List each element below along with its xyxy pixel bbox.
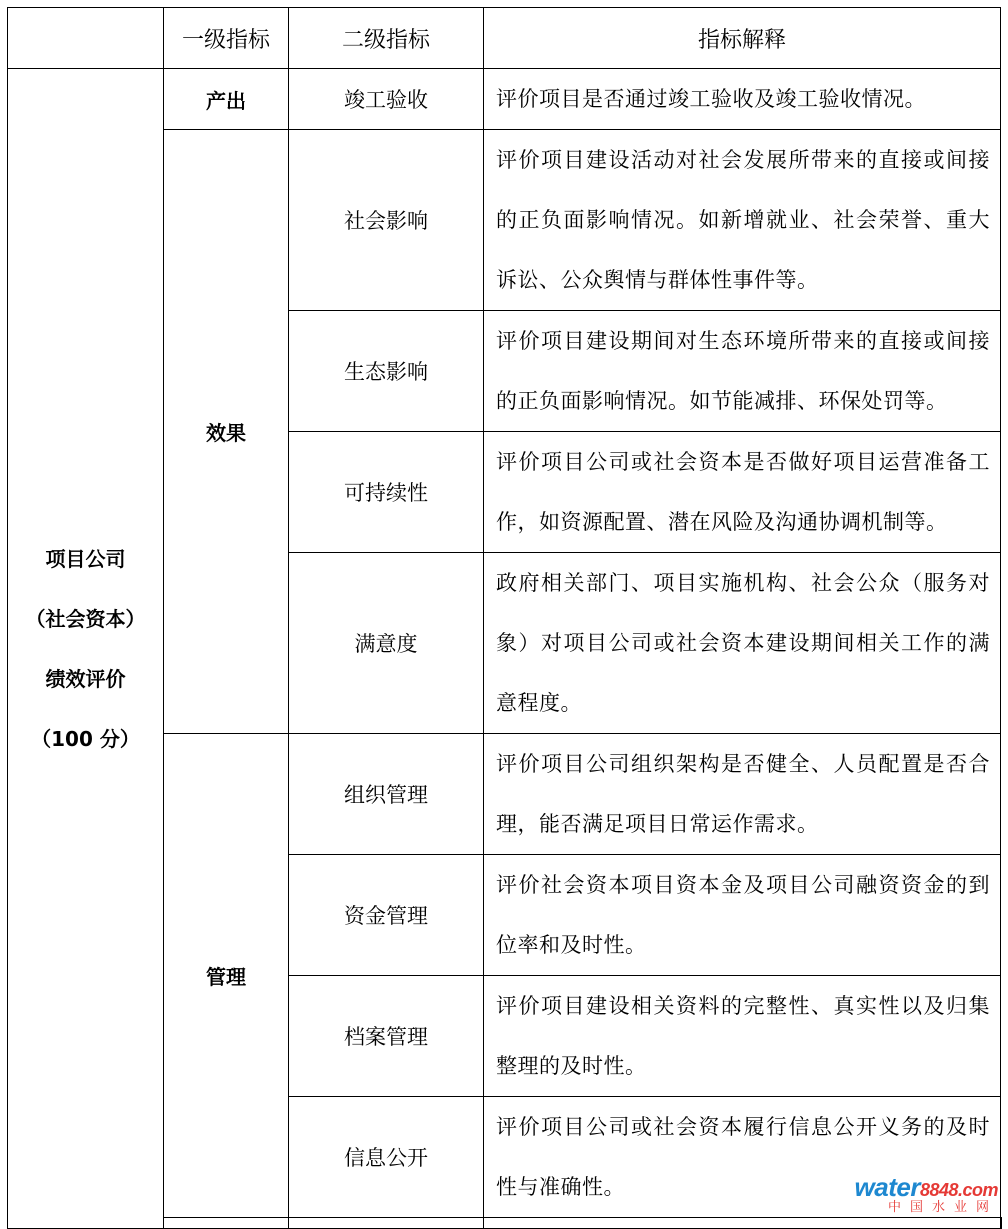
partial-cell bbox=[484, 1218, 1001, 1229]
watermark-brand bbox=[855, 1174, 998, 1200]
indicator-desc: 政府相关部门、项目实施机构、社会公众（服务对象）对项目公司或社会资本建设期间相关工作的满意程度。 bbox=[484, 553, 1001, 734]
indicator-desc: 评价社会资本项目资本金及项目公司融资资金的到位率和及时性。 bbox=[484, 855, 1001, 976]
indicator-name: 竣工验收 bbox=[289, 69, 484, 130]
subject-cell bbox=[8, 69, 164, 1229]
watermark-sub: 中国水业网 bbox=[887, 1200, 998, 1215]
watermark-number: 8848 bbox=[919, 1180, 958, 1200]
indicator-desc: 评价项目建设期间对生态环境所带来的直接或间接的正负面影响情况。如节能减排、环保处罚等。 bbox=[484, 311, 1001, 432]
indicator-desc: 评价项目公司或社会资本履行信息公开义务的及时性与准确性。 bbox=[484, 1097, 1001, 1218]
header-level2: 二级指标 bbox=[289, 8, 484, 69]
header-explanation: 指标解释 bbox=[484, 8, 1001, 69]
partial-cell bbox=[1001, 1218, 1002, 1229]
subject-line: （100 分） bbox=[31, 726, 140, 751]
indicator-name: 社会影响 bbox=[289, 130, 484, 311]
header-blank bbox=[8, 8, 164, 69]
subject-line: 绩效评价 bbox=[45, 666, 126, 691]
indicator-desc: 评价项目公司组织架构是否健全、人员配置是否合理，能否满足项目日常运作需求。 bbox=[484, 734, 1001, 855]
group-effect: 效果 bbox=[164, 130, 289, 734]
partial-cell bbox=[289, 1218, 484, 1229]
table-row bbox=[8, 69, 1002, 130]
partial-cell bbox=[164, 1218, 289, 1229]
indicator-name: 组织管理 bbox=[289, 734, 484, 855]
watermark-suffix: .com bbox=[957, 1180, 998, 1200]
watermark-brand-text: water bbox=[854, 1172, 920, 1202]
header-level1: 一级指标 bbox=[164, 8, 289, 69]
group-management: 管理 bbox=[164, 734, 289, 1218]
indicator-desc: 评价项目是否通过竣工验收及竣工验收情况。 bbox=[484, 69, 1001, 130]
indicator-name: 信息公开 bbox=[289, 1097, 484, 1218]
watermark-logo bbox=[855, 1174, 998, 1214]
indicator-name: 满意度 bbox=[289, 553, 484, 734]
evaluation-table bbox=[7, 7, 1002, 1229]
indicator-desc: 评价项目公司或社会资本是否做好项目运营准备工作，如资源配置、潜在风险及沟通协调机制等。 bbox=[484, 432, 1001, 553]
indicator-name: 生态影响 bbox=[289, 311, 484, 432]
indicator-name: 资金管理 bbox=[289, 855, 484, 976]
indicator-desc: 评价项目建设活动对社会发展所带来的直接或间接的正负面影响情况。如新增就业、社会荣誉、重大诉讼、公众舆情与群体性事件等。 bbox=[484, 130, 1001, 311]
subject-line: （社会资本） bbox=[25, 606, 146, 631]
header-row bbox=[8, 8, 1002, 69]
indicator-desc: 评价项目建设相关资料的完整性、真实性以及归集整理的及时性。 bbox=[484, 976, 1001, 1097]
subject-line: 项目公司 bbox=[45, 546, 126, 571]
group-output: 产出 bbox=[164, 69, 289, 130]
indicator-name: 可持续性 bbox=[289, 432, 484, 553]
indicator-name: 档案管理 bbox=[289, 976, 484, 1097]
